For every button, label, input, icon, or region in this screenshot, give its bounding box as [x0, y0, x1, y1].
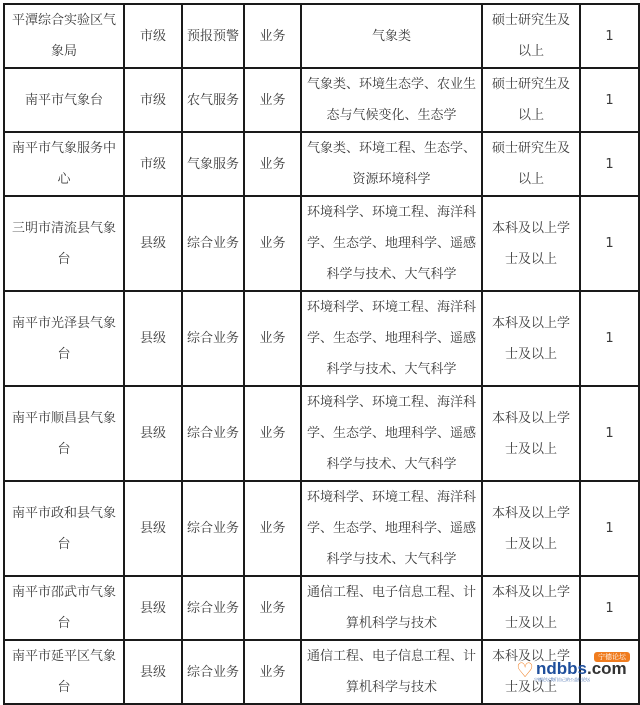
unit-cell: 南平市气象台 — [4, 68, 124, 132]
position-cell: 综合业务 — [182, 291, 244, 386]
level-cell: 县级 — [124, 386, 182, 481]
watermark-badge: 宁德论坛 — [594, 652, 630, 662]
major-cell: 通信工程、电子信息工程、计算机科学与技术 — [301, 576, 482, 640]
category-cell: 业务 — [244, 196, 301, 291]
position-cell: 综合业务 — [182, 576, 244, 640]
category-cell: 业务 — [244, 132, 301, 196]
unit-cell: 平潭综合实验区气象局 — [4, 4, 124, 68]
table-row — [4, 576, 639, 640]
unit-cell: 南平市顺昌县气象台 — [4, 386, 124, 481]
major-cell: 环境科学、环境工程、海洋科学、生态学、地理科学、遥感科学与技术、大气科学 — [301, 291, 482, 386]
unit-cell: 南平市政和县气象台 — [4, 481, 124, 576]
unit-cell: 南平市邵武市气象台 — [4, 576, 124, 640]
major-cell: 气象类、环境工程、生态学、资源环境科学 — [301, 132, 482, 196]
major-cell: 气象类 — [301, 4, 482, 68]
category-cell: 业务 — [244, 68, 301, 132]
position-cell: 预报预警 — [182, 4, 244, 68]
unit-cell: 南平市光泽县气象台 — [4, 291, 124, 386]
unit-cell: 南平市延平区气象台 — [4, 640, 124, 704]
category-cell: 业务 — [244, 640, 301, 704]
count-cell: 1 — [580, 386, 639, 481]
major-cell: 环境科学、环境工程、海洋科学、生态学、地理科学、遥感科学与技术、大气科学 — [301, 481, 482, 576]
category-cell: 业务 — [244, 291, 301, 386]
table-row — [4, 68, 639, 132]
category-cell: 业务 — [244, 481, 301, 576]
major-cell: 通信工程、电子信息工程、计算机科学与技术 — [301, 640, 482, 704]
table-row — [4, 291, 639, 386]
position-cell: 气象服务 — [182, 132, 244, 196]
level-cell: 县级 — [124, 481, 182, 576]
major-cell: 气象类、环境生态学、农业生态与气候变化、生态学 — [301, 68, 482, 132]
count-cell: 1 — [580, 576, 639, 640]
position-cell: 农气服务 — [182, 68, 244, 132]
level-cell: 市级 — [124, 4, 182, 68]
education-cell: 硕士研究生及以上 — [482, 132, 580, 196]
table-row — [4, 196, 639, 291]
heart-logo-icon: ♡ — [516, 658, 534, 682]
level-cell: 县级 — [124, 640, 182, 704]
level-cell: 县级 — [124, 196, 182, 291]
education-cell: 本科及以上学士及以上 — [482, 386, 580, 481]
level-cell: 市级 — [124, 68, 182, 132]
table-row — [4, 4, 639, 68]
major-cell: 环境科学、环境工程、海洋科学、生态学、地理科学、遥感科学与技术、大气科学 — [301, 386, 482, 481]
level-cell: 市级 — [124, 132, 182, 196]
table-row — [4, 386, 639, 481]
education-cell: 本科及以上学士及以上 — [482, 640, 580, 704]
position-cell: 综合业务 — [182, 481, 244, 576]
education-cell: 本科及以上学士及以上 — [482, 196, 580, 291]
education-cell: 本科及以上学士及以上 — [482, 291, 580, 386]
level-cell: 县级 — [124, 576, 182, 640]
count-cell: 1 — [580, 4, 639, 68]
count-cell: 1 — [580, 68, 639, 132]
count-cell: 1 — [580, 132, 639, 196]
education-cell: 硕士研究生及以上 — [482, 4, 580, 68]
position-cell: 综合业务 — [182, 640, 244, 704]
position-cell: 综合业务 — [182, 386, 244, 481]
category-cell: 业务 — [244, 386, 301, 481]
education-cell: 本科及以上学士及以上 — [482, 576, 580, 640]
category-cell: 业务 — [244, 4, 301, 68]
recruitment-table — [3, 3, 640, 705]
watermark-slogan: 宁德论坛我们自己的公益性论坛 — [534, 677, 590, 682]
count-cell: 1 — [580, 291, 639, 386]
table-row — [4, 132, 639, 196]
unit-cell: 三明市清流县气象台 — [4, 196, 124, 291]
education-cell: 本科及以上学士及以上 — [482, 481, 580, 576]
education-cell: 硕士研究生及以上 — [482, 68, 580, 132]
count-cell: 1 — [580, 196, 639, 291]
category-cell: 业务 — [244, 576, 301, 640]
position-cell: 综合业务 — [182, 196, 244, 291]
watermark-site: ndbbs.com — [536, 659, 627, 678]
unit-cell: 南平市气象服务中心 — [4, 132, 124, 196]
level-cell: 县级 — [124, 291, 182, 386]
table-row — [4, 481, 639, 576]
count-cell: 1 — [580, 481, 639, 576]
site-watermark — [514, 652, 634, 682]
major-cell: 环境科学、环境工程、海洋科学、生态学、地理科学、遥感科学与技术、大气科学 — [301, 196, 482, 291]
